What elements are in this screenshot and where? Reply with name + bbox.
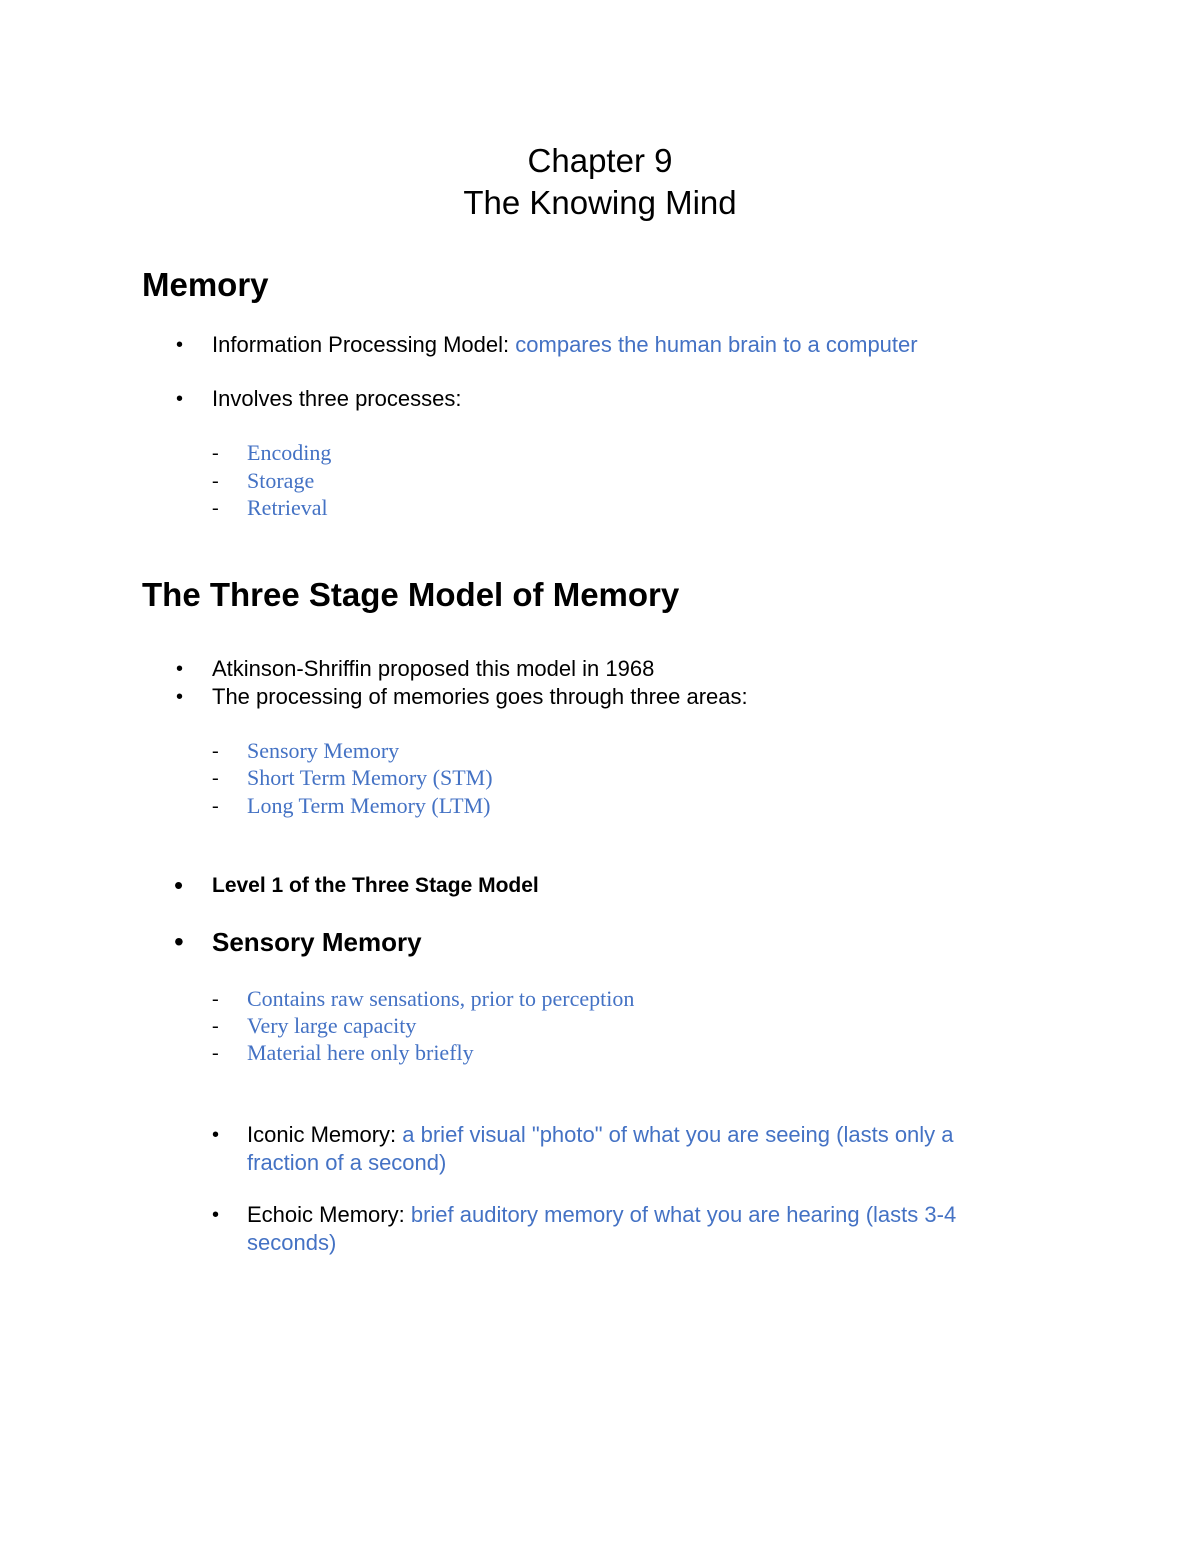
area-item: Long Term Memory (LTM): [247, 793, 491, 818]
section-heading-three-stage: The Three Stage Model of Memory: [142, 576, 680, 613]
process-item: Encoding: [247, 440, 332, 465]
sensory-point: Very large capacity: [247, 1013, 417, 1038]
iconic-label: Iconic Memory:: [247, 1122, 403, 1147]
chapter-title: The Knowing Mind: [463, 184, 737, 221]
bullet-three-processes: Involves three processes:: [212, 386, 462, 411]
dash-icon: -: [212, 497, 219, 519]
bullet-icon: •: [176, 334, 184, 356]
bullet-icon: •: [174, 926, 184, 957]
bullet-atkinson-shriffin: Atkinson-Shriffin proposed this model in 1968: [212, 656, 655, 681]
dash-icon: -: [212, 470, 219, 492]
sensory-memory-heading: Sensory Memory: [212, 927, 422, 957]
sensory-point: Contains raw sensations, prior to perception: [247, 986, 635, 1011]
iconic-detail: a brief visual "photo" of what you are seeing (lasts only a fraction of a second): [247, 1122, 954, 1175]
term-label: Information Processing Model:: [212, 332, 516, 357]
bullet-icon: •: [212, 1124, 220, 1146]
dash-icon: -: [212, 767, 219, 789]
dash-icon: -: [212, 988, 219, 1010]
dash-icon: -: [212, 442, 219, 464]
bullet-icon: •: [176, 686, 184, 708]
dash-icon: -: [212, 795, 219, 817]
sensory-point: Material here only briefly: [247, 1040, 474, 1065]
bullet-information-processing: [212, 331, 918, 359]
dash-icon: -: [212, 1015, 219, 1037]
echoic-label: Echoic Memory:: [247, 1202, 411, 1227]
bullet-icon: •: [176, 388, 184, 410]
bullet-processing-areas: The processing of memories goes through three areas:: [212, 684, 748, 709]
level-heading: Level 1 of the Three Stage Model: [212, 874, 539, 897]
bullet-icon: •: [176, 658, 184, 680]
process-item: Retrieval: [247, 495, 328, 520]
dash-icon: -: [212, 740, 219, 762]
dash-icon: -: [212, 1042, 219, 1064]
echoic-detail: brief auditory memory of what you are hearing (lasts 3-4 seconds): [247, 1202, 957, 1255]
term-detail: compares the human brain to a computer: [515, 332, 918, 357]
process-item: Storage: [247, 468, 315, 493]
area-item: Short Term Memory (STM): [247, 765, 493, 790]
chapter-number: Chapter 9: [527, 142, 673, 179]
area-item: Sensory Memory: [247, 738, 400, 763]
bullet-icon: •: [212, 1204, 220, 1226]
bullet-icon: •: [174, 870, 184, 900]
iconic-memory-item: [247, 1121, 1027, 1177]
echoic-memory-item: [247, 1201, 1027, 1257]
section-heading-memory: Memory: [142, 266, 269, 303]
